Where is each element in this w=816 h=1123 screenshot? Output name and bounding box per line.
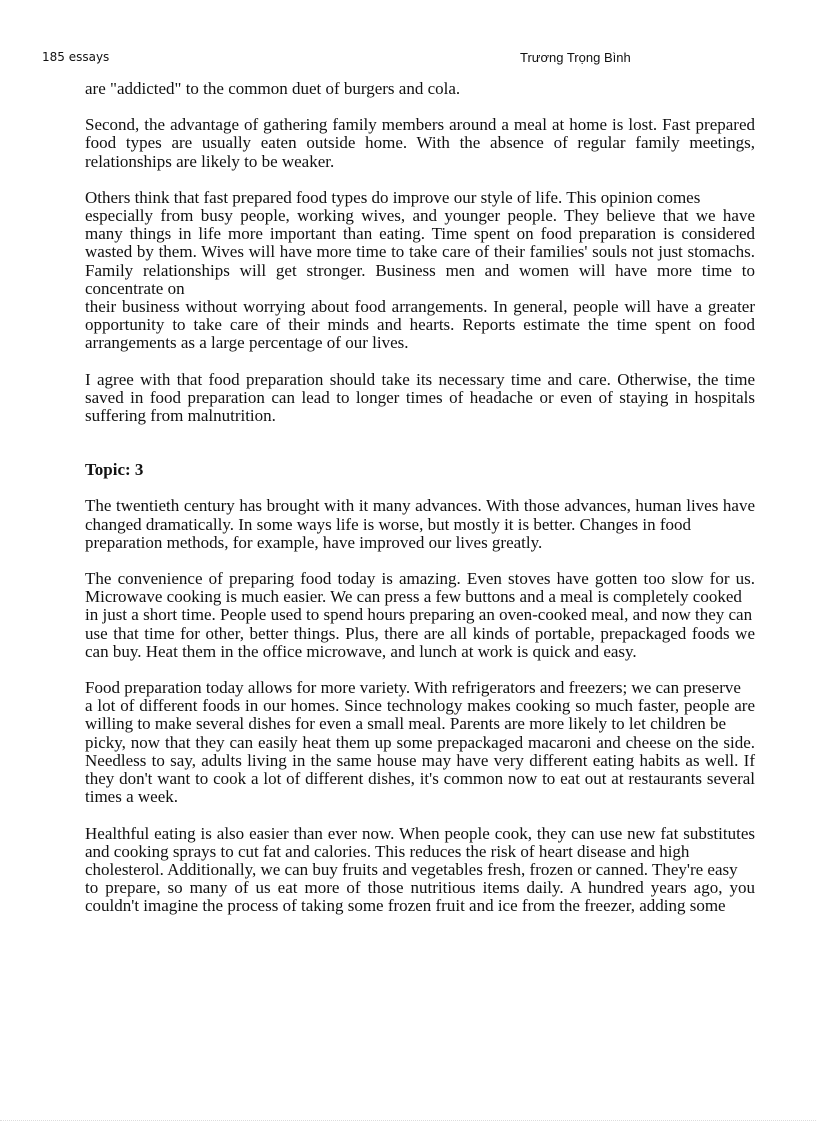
paragraph: The convenience of preparing food today is amazing. Even stoves have gotten too slow for us. Microwave cooking is much easier. We can press a few buttons and a meal is completely cooked <box>85 569 755 607</box>
paragraph: a lot of different foods in our homes. Since technology makes cooking so much faster, people are willing to make several dishes for even a small meal. Parents are more likely to let children be <box>85 696 755 734</box>
paragraph: I agree with that food preparation should take its necessary time and care. Otherwise, the time saved in food preparation can lead to longer times of headache or even of staying in hospitals suffering from malnutrition. <box>85 369 755 426</box>
header-left: 185 essays <box>42 50 110 64</box>
paragraph: in just a short time. People used to spend hours preparing an oven-cooked meal, and now they can <box>85 605 753 625</box>
paragraph: Others think that fast prepared food types do improve our style of life. This opinion comes <box>85 187 701 207</box>
paragraph: cholesterol. Additionally, we can buy fruits and vegetables fresh, frozen or canned. They're easy <box>85 859 738 879</box>
paragraph: are "addicted" to the common duet of burgers and cola. <box>85 79 461 98</box>
paragraph: Healthful eating is also easier than ever now. When people cook, they can use new fat substitutes and cooking sprays to cut fat and calories. This reduces the risk of heart disease and high <box>85 823 755 861</box>
paragraph: use that time for other, better things. Plus, there are all kinds of portable, prepackaged foods we can buy. Heat them in the office microwave, and lunch at work is quick and easy. <box>85 623 755 661</box>
paragraph: Second, the advantage of gathering family members around a meal at home is lost. Fast prepared food types are usually eaten outside home. With the absence of regular family meetings, relationships are likely to be weaker. <box>85 115 755 171</box>
page-bottom-rule <box>0 1120 816 1121</box>
paragraph: to prepare, so many of us eat more of those nutritious items daily. A hundred years ago, you couldn't imagine the process of taking some frozen fruit and ice from the freezer, adding some <box>85 878 755 916</box>
header-author: Trương Trọng Bình <box>520 50 631 65</box>
paragraph: especially from busy people, working wives, and younger people. They believe that we have many things in life more important than eating. Time spent on food preparation is considered wasted by them. Wives will have more time to take care of their families' souls not just stomachs. Family relationships will get stronger. Business men and women will have more time to concentrate on <box>85 206 755 298</box>
topic-heading: Topic: 3 <box>85 460 144 480</box>
paragraph: The twentieth century has brought with it many advances. With those advances, human lives have changed dramatically. In some ways life is worse, but mostly it is better. Changes in food <box>85 496 755 534</box>
document-body <box>85 80 755 916</box>
paragraph: their business without worrying about food arrangements. In general, people will have a greater opportunity to take care of their minds and hearts. Reports estimate the time spent on food arrangements as a large percentage of our lives. <box>85 297 755 353</box>
paragraph: picky, now that they can easily heat them up some prepackaged macaroni and cheese on the side. Needless to say, adults living in the same house may have very different eating habits as well. If they don't want to cook a lot of different dishes, it's common now to eat out at restaurants several times a week. <box>85 732 755 807</box>
paragraph: Food preparation today allows for more variety. With refrigerators and freezers; we can preserve <box>85 678 741 698</box>
paragraph: preparation methods, for example, have improved our lives greatly. <box>85 532 543 552</box>
